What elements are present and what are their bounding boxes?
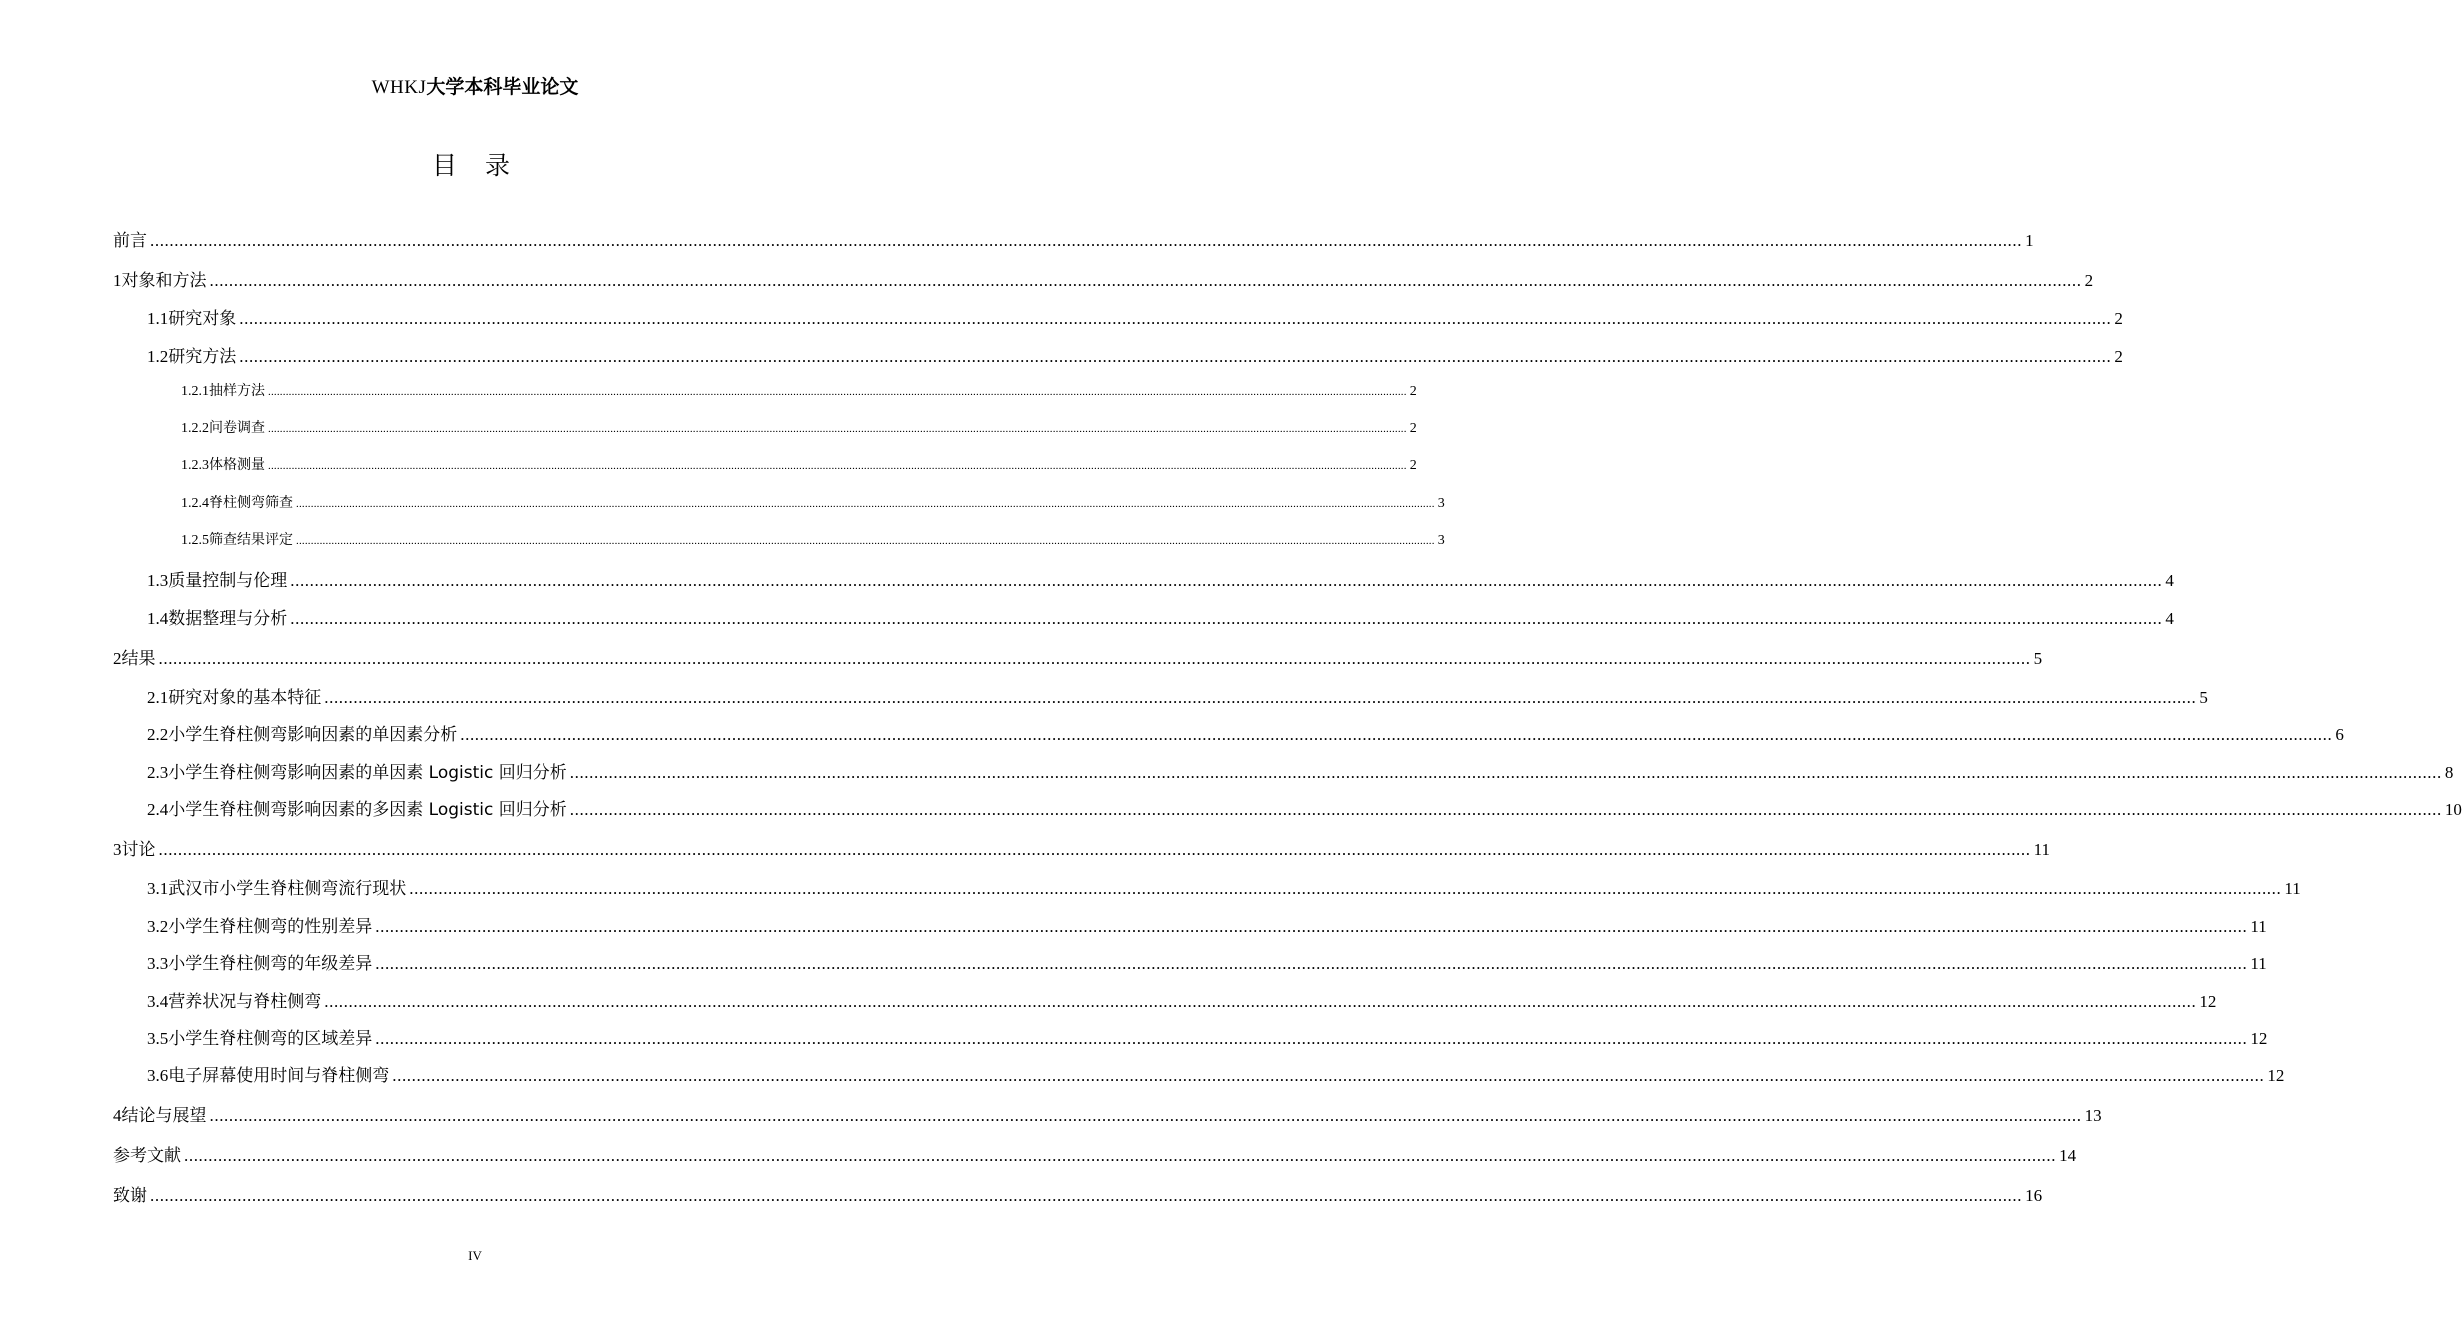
toc-entry-page: 13 bbox=[2084, 1106, 2102, 1125]
toc-entry-number: 1.2.1 bbox=[181, 384, 209, 399]
toc-dot-leader: .................................................................................................................................................................................................................................................................................................................................................................................................. bbox=[392, 1066, 2265, 1085]
toc-entry-title: 脊柱侧弯筛查 bbox=[209, 495, 293, 511]
toc-entry-title: 问卷调查 bbox=[209, 420, 265, 436]
toc-dot-leader: .................................................................................................................................................................................................................................................................................................................................................................................................. bbox=[375, 954, 2248, 973]
toc-entry-number: 1.2.4 bbox=[181, 496, 209, 511]
toc-entry-title: 小学生脊柱侧弯影响因素的单因素 Logistic 回归分析 bbox=[168, 763, 567, 783]
toc-entry-page: 3 bbox=[1437, 496, 1445, 511]
toc-dot-leader: .................................................................................................................................................................................................................................................................................................................................................................................................. bbox=[296, 535, 1435, 547]
toc-entry-number: 2.3 bbox=[147, 763, 169, 782]
toc-entry[interactable] bbox=[147, 342, 2123, 367]
toc-entry-title: 研究对象 bbox=[168, 309, 237, 329]
toc-entry-page: 12 bbox=[2199, 992, 2217, 1011]
toc-entry[interactable] bbox=[181, 380, 1417, 400]
toc-entry[interactable] bbox=[113, 1101, 2102, 1126]
toc-entry[interactable] bbox=[113, 266, 2094, 291]
toc-entry-number: 1.3 bbox=[147, 571, 169, 590]
toc-entry-title: 武汉市小学生脊柱侧弯流行现状 bbox=[168, 879, 407, 899]
toc-entry-page: 4 bbox=[2165, 571, 2174, 590]
toc-dot-leader: .................................................................................................................................................................................................................................................................................................................................................................................................. bbox=[268, 460, 1407, 472]
toc-entry-title: 小学生脊柱侧弯的年级差异 bbox=[168, 954, 373, 974]
toc-dot-leader: .................................................................................................................................................................................................................................................................................................................................................................................................. bbox=[409, 879, 2282, 898]
toc-entry-title: 数据整理与分析 bbox=[168, 609, 288, 629]
toc-entry-number: 3 bbox=[113, 840, 122, 859]
toc-dot-leader: .................................................................................................................................................................................................................................................................................................................................................................................................. bbox=[158, 840, 2031, 859]
toc-dot-leader: .................................................................................................................................................................................................................................................................................................................................................................................................. bbox=[158, 649, 2031, 668]
toc-entry[interactable] bbox=[181, 417, 1417, 437]
toc-entry-page: 11 bbox=[2033, 840, 2050, 859]
toc-dot-leader: .................................................................................................................................................................................................................................................................................................................................................................................................. bbox=[460, 725, 2333, 744]
toc-entry-number: 3.3 bbox=[147, 954, 169, 973]
toc-entry-title: 对象和方法 bbox=[121, 271, 207, 291]
toc-entry-number: 3.1 bbox=[147, 879, 169, 898]
toc-entry-title: 电子屏幕使用时间与脊柱侧弯 bbox=[168, 1066, 390, 1086]
toc-dot-leader: .................................................................................................................................................................................................................................................................................................................................................................................................. bbox=[290, 609, 2163, 628]
toc-entry-number: 4 bbox=[113, 1106, 122, 1125]
toc-entry-number: 2 bbox=[113, 649, 122, 668]
toc-entry-title: 小学生脊柱侧弯影响因素的多因素 Logistic 回归分析 bbox=[168, 800, 567, 820]
toc-entry[interactable] bbox=[147, 795, 2462, 820]
toc-entry[interactable] bbox=[113, 644, 2043, 669]
toc-entry-number: 1.2.5 bbox=[181, 533, 209, 548]
toc-entry[interactable] bbox=[147, 683, 2208, 708]
toc-dot-leader: .................................................................................................................................................................................................................................................................................................................................................................................................. bbox=[239, 347, 2112, 366]
toc-dot-leader: .................................................................................................................................................................................................................................................................................................................................................................................................. bbox=[375, 1029, 2248, 1048]
toc-entry-page: 2 bbox=[2084, 271, 2094, 290]
toc-entry-title: 筛查结果评定 bbox=[209, 532, 293, 548]
toc-dot-leader: .................................................................................................................................................................................................................................................................................................................................................................................................. bbox=[150, 231, 2023, 250]
toc-entry-page: 11 bbox=[2250, 917, 2267, 936]
toc-dot-leader: .................................................................................................................................................................................................................................................................................................................................................................................................. bbox=[324, 992, 2197, 1011]
toc-entry-page: 11 bbox=[2284, 879, 2301, 898]
toc-entry-title: 质量控制与伦理 bbox=[168, 571, 288, 591]
toc-entry-title: 抽样方法 bbox=[209, 383, 265, 399]
toc-entry-number: 1 bbox=[113, 271, 122, 290]
toc-entry-title: 体格测量 bbox=[209, 457, 265, 473]
toc-entry-page: 4 bbox=[2165, 609, 2174, 628]
toc-entry-title: 小学生脊柱侧弯的性别差异 bbox=[168, 917, 373, 937]
toc-dot-leader: .................................................................................................................................................................................................................................................................................................................................................................................................. bbox=[150, 1186, 2023, 1205]
toc-dot-leader: .................................................................................................................................................................................................................................................................................................................................................................................................. bbox=[569, 800, 2442, 819]
toc-entry-number: 3.4 bbox=[147, 992, 169, 1011]
page-number: IV bbox=[468, 1248, 482, 1263]
toc-entry-page: 16 bbox=[2025, 1186, 2043, 1205]
toc-entry-number: 1.1 bbox=[147, 309, 169, 328]
toc-entry-title: 讨论 bbox=[121, 840, 156, 860]
toc-entry[interactable] bbox=[147, 1024, 2268, 1049]
toc-entry-number: 3.5 bbox=[147, 1029, 169, 1048]
toc-dot-leader: .................................................................................................................................................................................................................................................................................................................................................................................................. bbox=[209, 1106, 2082, 1125]
toc-entry-number: 2.2 bbox=[147, 725, 169, 744]
toc-dot-leader: .................................................................................................................................................................................................................................................................................................................................................................................................. bbox=[324, 688, 2197, 707]
toc-entry[interactable] bbox=[181, 454, 1417, 474]
toc-entry[interactable] bbox=[147, 720, 2344, 745]
toc-entry-page: 2 bbox=[1409, 384, 1417, 399]
toc-entry-title: 小学生脊柱侧弯影响因素的单因素分析 bbox=[168, 725, 458, 745]
toc-entry[interactable] bbox=[147, 604, 2174, 629]
toc-entry-title: 前言 bbox=[113, 231, 147, 251]
page-title: 目录 bbox=[431, 151, 538, 180]
toc-entry-number: 3.6 bbox=[147, 1066, 169, 1085]
toc-entry[interactable] bbox=[147, 987, 2217, 1012]
toc-entry-page: 2 bbox=[1409, 421, 1417, 436]
toc-entry[interactable] bbox=[147, 949, 2267, 974]
toc-entry-number: 2.4 bbox=[147, 800, 169, 819]
toc-entry-page: 14 bbox=[2059, 1146, 2077, 1165]
toc-entry-page: 6 bbox=[2335, 725, 2344, 744]
toc-entry[interactable] bbox=[147, 758, 2454, 783]
toc-entry-page: 10 bbox=[2444, 800, 2462, 819]
toc-entry[interactable] bbox=[113, 1141, 2077, 1166]
toc-dot-leader: .................................................................................................................................................................................................................................................................................................................................................................................................. bbox=[290, 571, 2163, 590]
toc-entry[interactable] bbox=[113, 226, 2034, 251]
toc-entry-title: 参考文献 bbox=[113, 1146, 181, 1166]
header-school-code: WHKJ bbox=[371, 77, 427, 98]
toc-entry[interactable] bbox=[147, 304, 2123, 329]
toc-entry-page: 8 bbox=[2444, 763, 2454, 782]
toc-entry[interactable] bbox=[147, 912, 2267, 937]
toc-entry-number: 1.2 bbox=[147, 347, 169, 366]
toc-entry-page: 12 bbox=[2267, 1066, 2285, 1085]
toc-dot-leader: .................................................................................................................................................................................................................................................................................................................................................................................................. bbox=[296, 498, 1435, 510]
toc-entry[interactable] bbox=[147, 874, 2301, 899]
toc-entry-page: 1 bbox=[2025, 231, 2034, 250]
toc-entry-title: 小学生脊柱侧弯的区域差异 bbox=[168, 1029, 373, 1049]
toc-entry-page: 2 bbox=[2114, 309, 2123, 328]
toc-entry-page: 2 bbox=[1409, 458, 1417, 473]
toc-entry[interactable] bbox=[113, 835, 2050, 860]
toc-entry-title: 致谢 bbox=[113, 1186, 147, 1206]
toc-entry-title: 营养状况与脊柱侧弯 bbox=[168, 992, 322, 1012]
toc-dot-leader: .................................................................................................................................................................................................................................................................................................................................................................................................. bbox=[375, 917, 2248, 936]
toc-entry-title: 研究方法 bbox=[168, 347, 237, 367]
toc-entry[interactable] bbox=[147, 1061, 2285, 1086]
toc-entry-page: 2 bbox=[2114, 347, 2123, 366]
header-thesis-type: 大学本科毕业论文 bbox=[426, 76, 579, 98]
toc-dot-leader: .................................................................................................................................................................................................................................................................................................................................................................................................. bbox=[268, 386, 1407, 398]
toc-entry-number: 1.2.3 bbox=[181, 458, 209, 473]
toc-entry-number: 1.4 bbox=[147, 609, 169, 628]
toc-dot-leader: .................................................................................................................................................................................................................................................................................................................................................................................................. bbox=[268, 423, 1407, 435]
toc-dot-leader: .................................................................................................................................................................................................................................................................................................................................................................................................. bbox=[239, 309, 2112, 328]
toc-entry-page: 5 bbox=[2033, 649, 2043, 668]
toc-dot-leader: .................................................................................................................................................................................................................................................................................................................................................................................................. bbox=[209, 271, 2082, 290]
toc-entry-page: 12 bbox=[2250, 1029, 2268, 1048]
toc-entry[interactable] bbox=[181, 529, 1445, 549]
running-header bbox=[0, 72, 950, 99]
toc-entry[interactable] bbox=[181, 492, 1445, 512]
toc-entry-title: 结果 bbox=[121, 649, 156, 669]
toc-dot-leader: .................................................................................................................................................................................................................................................................................................................................................................................................. bbox=[184, 1146, 2057, 1165]
toc-entry[interactable] bbox=[113, 1181, 2043, 1206]
toc-entry-page: 5 bbox=[2199, 688, 2208, 707]
toc-entry-page: 3 bbox=[1437, 533, 1445, 548]
toc-entry-number: 3.2 bbox=[147, 917, 169, 936]
toc-entry-title: 研究对象的基本特征 bbox=[168, 688, 322, 708]
toc-entry-page: 11 bbox=[2250, 954, 2267, 973]
toc-entry[interactable] bbox=[147, 566, 2174, 591]
toc-entry-number: 1.2.2 bbox=[181, 421, 209, 436]
toc-entry-number: 2.1 bbox=[147, 688, 169, 707]
toc-entry-title: 结论与展望 bbox=[121, 1106, 207, 1126]
toc-dot-leader: .................................................................................................................................................................................................................................................................................................................................................................................................. bbox=[569, 763, 2442, 782]
